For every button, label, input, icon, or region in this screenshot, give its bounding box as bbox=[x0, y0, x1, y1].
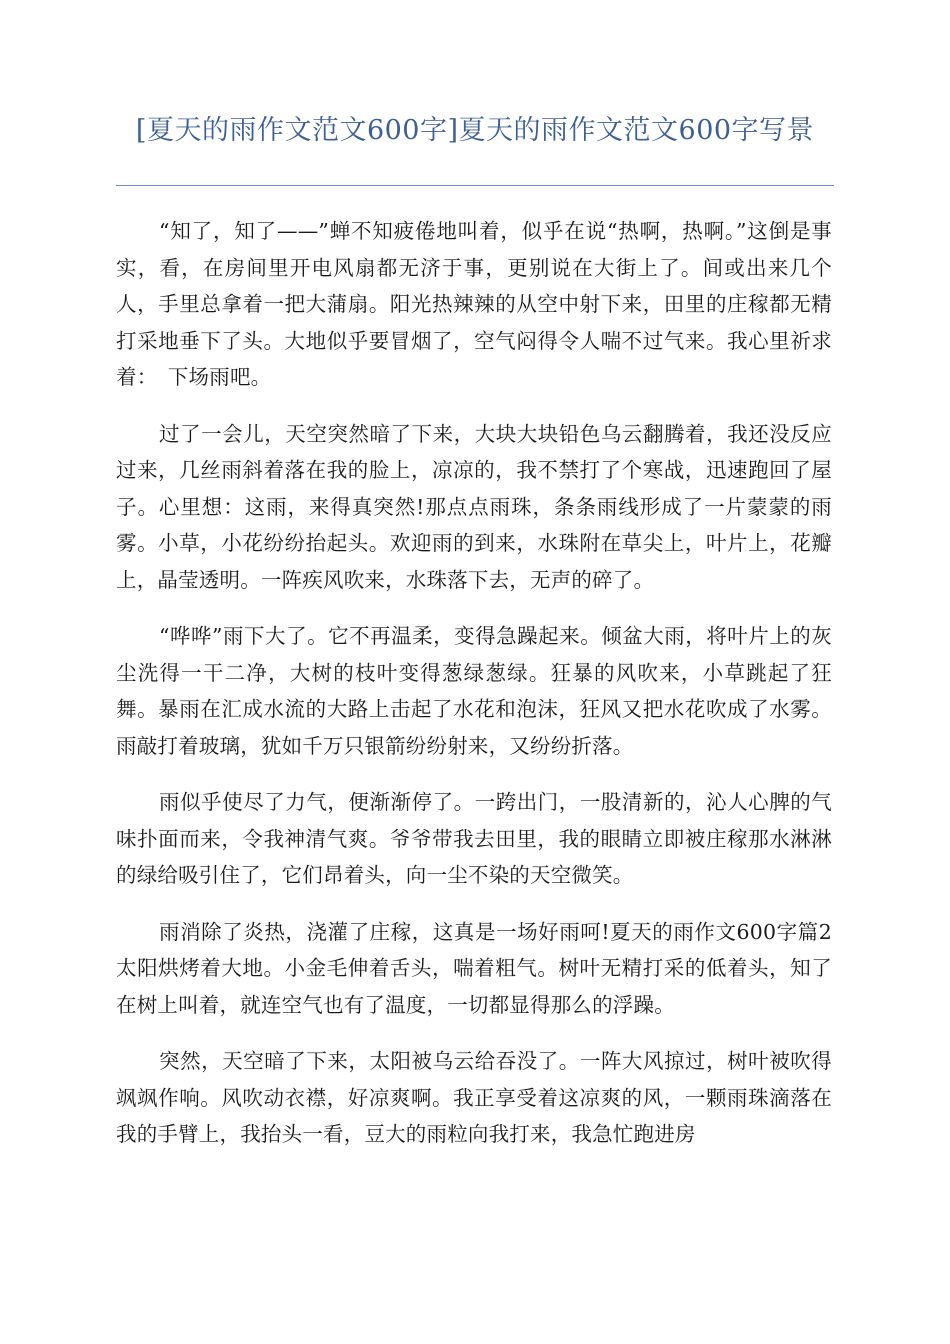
page-title: [夏天的雨作文范文600字]夏天的雨作文范文600字写景 bbox=[135, 115, 815, 146]
paragraph-3: “哗哗”雨下大了。它不再温柔，变得急躁起来。倾盆大雨，将叶片上的灰尘洗得一干二净，大树的枝叶变得葱绿葱绿。狂暴的风吹来，小草跳起了狂舞。暴雨在汇成水流的大路上击起了水花和泡沫，狂风又把水花吹成了水雾。雨敲打着玻璃，犹如千万只银箭纷纷射来，又纷纷折落。 bbox=[116, 624, 832, 758]
paragraph-2: 过了一会儿，天空突然暗了下来，大块大块铅色乌云翻腾着，我还没反应过来，几丝雨斜着落在我的脸上，凉凉的，我不禁打了个寒战，迅速跑回了屋子。心里想：这雨，来得真突然!那点点雨珠，条条雨线形成了一片蒙蒙的雨雾。小草，小花纷纷抬起头。欢迎雨的到来，水珠附在草尖上，叶片上，花瓣上，晶莹透明。一阵疾风吹来，水珠落下去，无声的碎了。 bbox=[116, 421, 832, 592]
document-body bbox=[116, 213, 832, 1173]
paragraph-5: 雨消除了炎热，浇灌了庄稼，这真是一场好雨呵!夏天的雨作文600字篇2太阳烘烤着大地。小金毛伸着舌头，喘着粗气。树叶无精打采的低着头，知了在树上叫着，就连空气也有了温度，一切都显得那么的浮躁。 bbox=[116, 919, 832, 1017]
paragraph-1: “知了，知了——”蝉不知疲倦地叫着，似乎在说“热啊，热啊。”这倒是事实，看，在房间里开电风扇都无济于事，更别说在大街上了。间或出来几个人，手里总拿着一把大蒲扇。阳光热辣辣的从空中射下来，田里的庄稼都无精打采地垂下了头。大地似乎要冒烟了，空气闷得令人喘不过气来。我心里祈求着： 下场雨吧。 bbox=[116, 219, 832, 389]
title-underline-divider bbox=[116, 185, 834, 186]
paragraph-6: 突然，天空暗了下来，太阳被乌云给吞没了。一阵大风掠过，树叶被吹得飒飒作响。风吹动衣襟，好凉爽啊。我正享受着这凉爽的风，一颗雨珠滴落在我的手臂上，我抬头一看，豆大的雨粒向我打来，我急忙跑进房 bbox=[116, 1049, 832, 1146]
paragraph-4: 雨似乎使尽了力气，便渐渐停了。一跨出门，一股清新的，沁人心脾的气味扑面而来，令我神清气爽。爷爷带我去田里，我的眼睛立即被庄稼那水淋淋的绿给吸引住了，它们昂着头，向一尘不染的天空微笑。 bbox=[116, 790, 832, 887]
